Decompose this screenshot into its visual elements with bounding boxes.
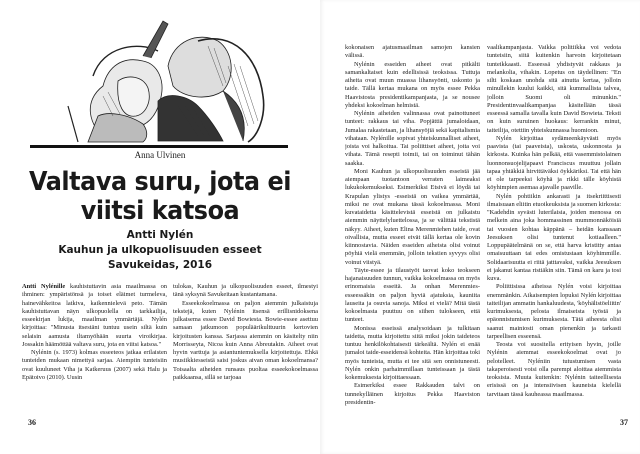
right-column-2 xyxy=(487,44,621,420)
page-number: 37 xyxy=(620,418,628,427)
paragraph: Poliittisissa aiheissa Nylén voisi kirjoittaa enemmänkin. Aikaisempien lopuksi Nylén kirjoittaa taiteilijan ammatin hankaluudesta, 'köyhälistöeliitin' kurimuksesta, pelosta ilmaiseista työstä ja epäonnistumisen kurimuksesta. Tätä aiheesta olisi saanut mainiosti oman pienenkin ja tarkasti tarpeellisen esseensä. xyxy=(487,283,621,340)
paragraph-text: kauhistuttavin asia maailmassa on ihminen: ympäristönsä ja toiset eläimet turmeleva, hainevähkeitoa latkiva, kaikennielevä peto. Tämän kauhistuttavan näyn ulkopuolella on tarkkailija, esseekirjan lukija, maailman ymmärtäjä. Nylén kirjoittaa: "Minusta itsestäni tuntuu usein siltä kuin selaisin aamusta iltamyöhään suurta viroikirjaa. Jossakin häämöttää valtava suru, jota en viitsi katsoa." xyxy=(22,283,167,348)
paragraph: vaalikampanjasta. Vaikka politiikka voi vedota tunteisiin, siitä kuitenkin harvoin kirjoitetaan tunteikkaasti. Esseessä yhdistyvät rakkaus ja melankolia, vihakin. Lopetus on täydellinen: "En silti koskaan unohda sitä ainutta kertaa, jolloin minullekin kuului kaikki, sitä kummallista talvea, jolloin Suomi oli minunkin." Presidentinvaalikampanjaa käsitellään tässä esseessä samalla tavalla kuin David Bowieta. Teksti on kuin suruinen huokaus: kerrankin minut, taiteilija, otettiin yhteiskunnassa huomioon. xyxy=(487,44,621,134)
left-column-2 xyxy=(173,283,318,385)
paragraph: Monissa esseissä analysoidaan ja tulkitaan taidetta, mutta kirjoitettu siitä miksi jokin taideteos tuntuu henkilökohtaisesti tärkeältä. Nylén ei enää jumaloi taide-esseidensä kohteita. Hän kirjoittaa toki myös tunteista, mutta ei tee sitä sen onnistuneesti. Nylén onkin parhaimmillaan tunteissaan ja tästä kokemuksesta kirjoittaessaan. xyxy=(345,324,480,381)
paragraph: Esimerkiksi essee Rakkauden talvi on tunnekylläinen kirjoitus Pekka Haaviston presidentin- xyxy=(345,382,480,406)
lead-name: Antti Nylénille xyxy=(22,283,66,290)
page-number: 36 xyxy=(28,418,36,427)
right-page xyxy=(320,0,640,454)
divider-rule xyxy=(30,145,288,148)
paragraph: Nylén pohtiikin ankarasti ja itsekriittisesti ilmaisuaan eliitin etuoikeuksista ja suomen kirkosta: "Kadehdin syvästi luterilaisia, joiden menossa on melkein aina joka hommassinen mummonnäköisiä tai vuosien kohtaa käppänä – heidän kanssaan Jeesuksen olisi tuntenut kotiaalleen." Loppupäätelmänä on se, että harva kristitty antaa omaisuuttaan tai edes omistustaan köyhimmille. Solidaarisuutta ei riitä jatttavaksi, vaikka Jeesuksen ei jakanut kantaa ristiäkin siin. Tämä on karu ja tosi kuva. xyxy=(487,192,621,282)
right-column-1 xyxy=(345,44,480,416)
paragraph: Nylénin aiheiden valinnassa ovat painottuneet tunteet: rakkaus tai viha. Popjättiä jumaloidaan, Jumalaa rakastetaan, ja lihansyöjiä sekä kapitalismia vihataan. Nylénille sopivat yhteiskunnalliset aiheet, joista voi halkoitua. Tai poliittiset aiheet, joita voi vihata. Tämä resepti toimii, tai on toiminut tähän saakka. xyxy=(345,110,480,167)
paragraph: Nylén kirjoittaa sydämeenkäyvästi myös paavista (tai paaveista), uskosta, uskonnosta ja kirkosta. Kuinka hän pelkää, että vasemmistolainen luonnonsuojelijapaavi Franciscus muuttuu jollain tapaa yhtäkkiä hirvittäväksi öykkäriksi. Tai että hän ei ole tarpeeksi köyhä ja rikki tälle köyhistä köyhimpien asemaa ajavalle paaville. xyxy=(487,134,621,192)
book-title: Kauhun ja ulkopuolisuuden esseet xyxy=(58,244,262,256)
paragraph: Moni Kauhun ja ulkopuolisuuden esseistä jää aiempaan tuotantoon verraten laimeaksi lukukokemukseksi. Esimerkiksi Etsivä ei löydä tai Krapulan ylistys -esseistä on vaikea ymmärtää, miksi ne ovat mukana tässä kokoelmassa. Moni kuvataidetta käsittelevistä esseistä on julkaistu aiemmin näyttelyluettelossa, ja se välittää tekstistä näkyy. Aiheet, kuten Elina Merenmiehen taide, ovat oivallisia, mutta esseet eivät tällä kertaa ole kovin kiinnostavia. Näiden esseiden aiheista olisi voinut pöyhiä vielä enemmän, jolloin tekstien syvyys olisi voinut viistyä. xyxy=(345,167,480,266)
paragraph: Teosta voi suositella erityisen hyvin, joille Nylénin aiemmat esseekokoelmat ovat jo pelotelleet. Nyléniin tutustumisen vasta takaperoisesti voisi olla parempi aloittaa aiemmista teoksista. Muuta kuitenkin: Nylénin taiteellisesta erisissä on ja intensiivisen kauneista kielellä tarvitaan tässä kauheassa maailmassa. xyxy=(487,341,621,398)
paragraph: kokonaisen ajatusmaailman samojen kansien välissä. xyxy=(345,44,480,60)
paragraph: Täyte-essee ja tilaustyöt taovat koko teokseen hajanaisuuden tunnun, vaikka kokoelmassa on myös erinomaisia esseitä. Ja onhan Merenmies-esseessäkin on paljon hyviä ajatuksia, kauniita lauseita ja osuvia sanoja. Miksi ei vielä? Mitä tästä kokoelmasta puuttuu on siihen tulokseen, että tunteet. xyxy=(345,266,480,324)
review-author: Anna Ulvinen xyxy=(134,150,186,160)
left-column-1 xyxy=(22,283,167,385)
article-title xyxy=(13,168,307,226)
book-author: Antti Nylén xyxy=(126,229,194,241)
paragraph: Esseekokoelmassa on paljon aiemmin julkaistuja tekstejä, kuten Nylénin itsensä erillisnidoksena julkaisema essee David Bowiesta. Bowie-essee asettuu samaan jatkumoon populäärikulttuurin kertovien kirjoitusten kanssa. Sarjassa aiemmin on käsitelty niin Morrisseyta, Nicoa kuin Anna Abreutakin. Aiheet ovat hyvin varttuja ja asiantuntemuksella kirjoitettuja. Ehkä musiikkiesseistä saisi joskus aivan oman kokoelmansa? Toisaalta aiheiden runsaus puoltaa esseekokoelmassa paikkaansa, sillä se tarjoaa xyxy=(173,299,318,381)
paragraph: Nylénin esseiden aiheet ovat pitkälti samankaltaiset kuin edellisissä teoksissa. Tuttuja aiheita ovat muun muassa lihansyönti, uskonto ja taide. Tällä kertaa mukana on myös essee Pekka Haavistosta presidentikampanjasta, ja se nousee yhdeksi kokoelman helmistä. xyxy=(345,60,480,109)
title-line-1: Valtava suru, jota ei xyxy=(29,167,291,197)
paragraph: Nylénin (s. 1973) kolmas esseeteos jatkaa erilaisten tunteiden mukaan nimettyä sarjaa. Aiempiin tunteisiin ovat kuuluneet Viha ja Katkeruus (2007) sekä Halu ja Epätoivo (2010). Uusin xyxy=(22,349,167,381)
title-line-2: viitsi katsoa xyxy=(80,196,240,226)
paragraph xyxy=(22,283,167,349)
publisher-year: Savukeidas, 2016 xyxy=(107,259,213,271)
paragraph: tulokas, Kauhun ja ulkopuolisuuden esseet, ilmestyi tänä syksynä Savukeitaan kustantamana. xyxy=(173,283,318,299)
illustration-image xyxy=(48,6,270,146)
